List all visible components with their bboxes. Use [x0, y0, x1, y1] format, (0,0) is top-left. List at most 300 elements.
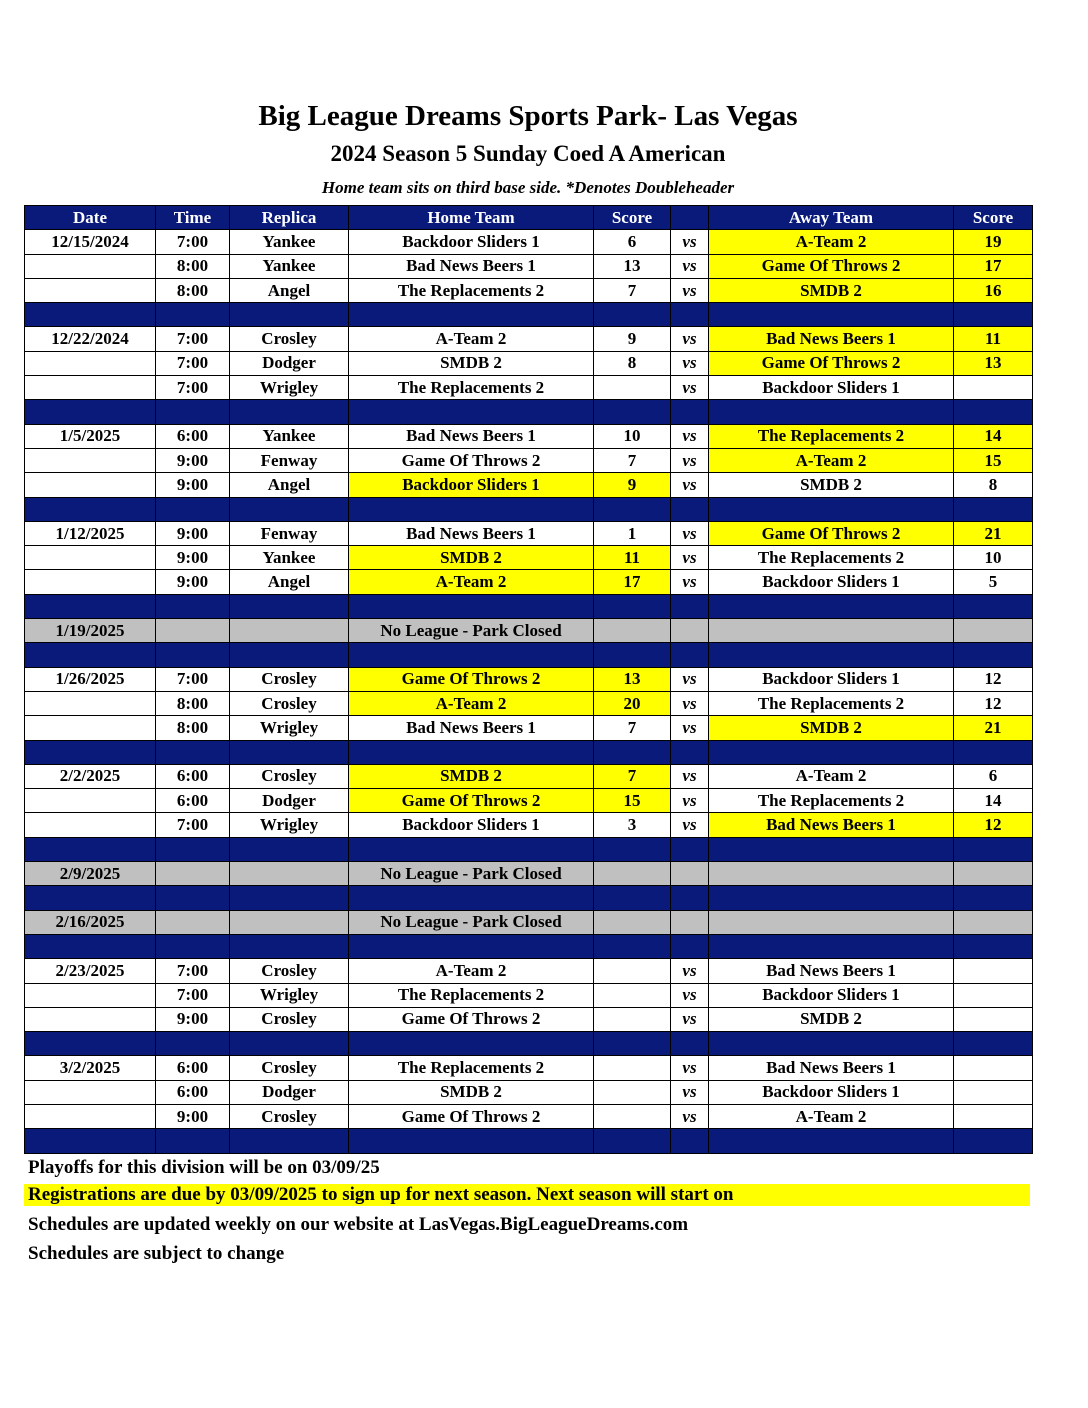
replica-field-cell: Wrigley: [230, 813, 349, 837]
date-cell: [25, 376, 156, 400]
away-score-cell: 12: [954, 691, 1033, 715]
replica-field-cell: Fenway: [230, 521, 349, 545]
date-cell: [25, 789, 156, 813]
closed-notice: No League - Park Closed: [349, 862, 594, 886]
game-row: [25, 813, 1033, 837]
schedule-table: [24, 205, 1033, 1154]
separator-cell: [671, 400, 709, 424]
home-score-cell: 9: [594, 473, 671, 497]
separator-cell: [671, 643, 709, 667]
home-score-cell: 7: [594, 716, 671, 740]
date-cell: [25, 278, 156, 302]
away-team-cell: Backdoor Sliders 1: [709, 570, 954, 594]
away-score-cell: 19: [954, 230, 1033, 254]
col-header-away-team: Away Team: [709, 206, 954, 230]
separator-cell: [954, 886, 1033, 910]
home-score-cell: 7: [594, 764, 671, 788]
away-team-cell: Bad News Beers 1: [709, 1056, 954, 1080]
away-score-cell: 15: [954, 448, 1033, 472]
week-separator-row: [25, 886, 1033, 910]
time-cell: 7:00: [156, 667, 230, 691]
replica-field-cell: Yankee: [230, 230, 349, 254]
separator-cell: [594, 934, 671, 958]
vs-cell: vs: [671, 230, 709, 254]
home-score-cell: 1: [594, 521, 671, 545]
separator-cell: [349, 837, 594, 861]
home-team-note: Home team sits on third base side. *Denotes Doubleheader: [321, 178, 735, 197]
closed-notice: No League - Park Closed: [349, 619, 594, 643]
time-cell: 9:00: [156, 1104, 230, 1128]
home-score-cell: [594, 1056, 671, 1080]
separator-cell: [594, 400, 671, 424]
separator-cell: [709, 934, 954, 958]
vs-cell: vs: [671, 254, 709, 278]
separator-cell: [594, 1129, 671, 1153]
away-team-cell: The Replacements 2: [709, 424, 954, 448]
time-cell: 7:00: [156, 983, 230, 1007]
home-team-cell: Game Of Throws 2: [349, 789, 594, 813]
empty-cell: [671, 910, 709, 934]
away-score-cell: [954, 983, 1033, 1007]
away-team-cell: Game Of Throws 2: [709, 521, 954, 545]
empty-cell: [671, 619, 709, 643]
time-cell: 8:00: [156, 278, 230, 302]
separator-cell: [594, 594, 671, 618]
separator-cell: [594, 497, 671, 521]
replica-field-cell: Crosley: [230, 959, 349, 983]
game-row: [25, 376, 1033, 400]
home-score-cell: 10: [594, 424, 671, 448]
away-team-cell: SMDB 2: [709, 473, 954, 497]
separator-cell: [709, 740, 954, 764]
date-cell: 1/19/2025: [25, 619, 156, 643]
game-row: [25, 1007, 1033, 1031]
separator-cell: [671, 303, 709, 327]
away-team-cell: Backdoor Sliders 1: [709, 376, 954, 400]
replica-field-cell: Dodger: [230, 351, 349, 375]
separator-cell: [671, 594, 709, 618]
vs-cell: vs: [671, 521, 709, 545]
home-score-cell: [594, 376, 671, 400]
replica-cell: [230, 619, 349, 643]
separator-cell: [230, 1032, 349, 1056]
home-score-cell: [594, 1080, 671, 1104]
away-score-cell: 14: [954, 424, 1033, 448]
park-closed-row: [25, 619, 1033, 643]
separator-cell: [671, 934, 709, 958]
separator-cell: [25, 594, 156, 618]
col-header-away-score: Score: [954, 206, 1033, 230]
away-score-cell: 13: [954, 351, 1033, 375]
home-team-cell: A-Team 2: [349, 959, 594, 983]
home-team-cell: Game Of Throws 2: [349, 1104, 594, 1128]
date-cell: 2/16/2025: [25, 910, 156, 934]
vs-cell: vs: [671, 691, 709, 715]
vs-cell: vs: [671, 546, 709, 570]
vs-cell: vs: [671, 376, 709, 400]
home-team-cell: Bad News Beers 1: [349, 716, 594, 740]
date-cell: [25, 254, 156, 278]
home-score-cell: [594, 959, 671, 983]
separator-cell: [156, 886, 230, 910]
closed-notice: No League - Park Closed: [349, 910, 594, 934]
empty-cell: [594, 862, 671, 886]
separator-cell: [594, 1032, 671, 1056]
separator-cell: [25, 303, 156, 327]
separator-cell: [156, 1129, 230, 1153]
replica-field-cell: Yankee: [230, 254, 349, 278]
away-team-cell: A-Team 2: [709, 1104, 954, 1128]
col-header-time: Time: [156, 206, 230, 230]
vs-cell: vs: [671, 1007, 709, 1031]
away-score-cell: 14: [954, 789, 1033, 813]
separator-cell: [25, 1129, 156, 1153]
time-cell: 7:00: [156, 327, 230, 351]
separator-cell: [156, 740, 230, 764]
home-score-cell: 13: [594, 254, 671, 278]
away-score-cell: 12: [954, 667, 1033, 691]
separator-cell: [709, 1032, 954, 1056]
replica-field-cell: Wrigley: [230, 983, 349, 1007]
home-score-cell: 13: [594, 667, 671, 691]
home-team-cell: Game Of Throws 2: [349, 448, 594, 472]
away-team-cell: A-Team 2: [709, 764, 954, 788]
away-team-cell: Backdoor Sliders 1: [709, 1080, 954, 1104]
home-team-cell: Backdoor Sliders 1: [349, 813, 594, 837]
away-team-cell: A-Team 2: [709, 448, 954, 472]
week-separator-row: [25, 837, 1033, 861]
date-cell: [25, 716, 156, 740]
game-row: [25, 448, 1033, 472]
replica-field-cell: Yankee: [230, 546, 349, 570]
empty-cell: [594, 910, 671, 934]
time-cell: 7:00: [156, 813, 230, 837]
vs-cell: vs: [671, 959, 709, 983]
replica-field-cell: Fenway: [230, 448, 349, 472]
park-closed-row: [25, 910, 1033, 934]
replica-field-cell: Dodger: [230, 789, 349, 813]
separator-cell: [25, 886, 156, 910]
separator-cell: [349, 740, 594, 764]
separator-cell: [230, 934, 349, 958]
time-cell: [156, 619, 230, 643]
registration-note: Registrations are due by 03/09/2025 to sign up for next season. Next season will start on: [24, 1184, 1030, 1206]
separator-cell: [954, 497, 1033, 521]
home-team-cell: A-Team 2: [349, 691, 594, 715]
separator-cell: [709, 1129, 954, 1153]
empty-cell: [709, 910, 954, 934]
away-team-cell: Game Of Throws 2: [709, 351, 954, 375]
replica-field-cell: Yankee: [230, 424, 349, 448]
game-row: [25, 691, 1033, 715]
disclaimer-note: Schedules are subject to change: [28, 1243, 285, 1264]
empty-cell: [709, 862, 954, 886]
date-cell: 1/5/2025: [25, 424, 156, 448]
col-header-date: Date: [25, 206, 156, 230]
game-row: [25, 667, 1033, 691]
date-cell: 1/12/2025: [25, 521, 156, 545]
date-cell: [25, 1007, 156, 1031]
replica-field-cell: Crosley: [230, 764, 349, 788]
home-score-cell: 15: [594, 789, 671, 813]
empty-cell: [594, 619, 671, 643]
vs-cell: vs: [671, 764, 709, 788]
away-team-cell: A-Team 2: [709, 230, 954, 254]
playoffs-note: Playoffs for this division will be on 03/09/25: [28, 1157, 380, 1178]
separator-cell: [954, 400, 1033, 424]
home-team-cell: Bad News Beers 1: [349, 521, 594, 545]
away-team-cell: SMDB 2: [709, 278, 954, 302]
separator-cell: [594, 643, 671, 667]
away-team-cell: Bad News Beers 1: [709, 959, 954, 983]
time-cell: 7:00: [156, 230, 230, 254]
replica-field-cell: Crosley: [230, 1104, 349, 1128]
home-team-cell: The Replacements 2: [349, 376, 594, 400]
away-team-cell: Game Of Throws 2: [709, 254, 954, 278]
week-separator-row: [25, 303, 1033, 327]
separator-cell: [156, 303, 230, 327]
away-score-cell: [954, 1056, 1033, 1080]
separator-cell: [671, 886, 709, 910]
separator-cell: [709, 497, 954, 521]
empty-cell: [954, 619, 1033, 643]
separator-cell: [230, 400, 349, 424]
game-row: [25, 424, 1033, 448]
separator-cell: [349, 934, 594, 958]
empty-cell: [954, 862, 1033, 886]
home-score-cell: [594, 1007, 671, 1031]
vs-cell: vs: [671, 473, 709, 497]
date-cell: [25, 1104, 156, 1128]
home-team-cell: Bad News Beers 1: [349, 424, 594, 448]
replica-field-cell: Angel: [230, 473, 349, 497]
col-header-replica: Replica: [230, 206, 349, 230]
week-separator-row: [25, 594, 1033, 618]
home-team-cell: The Replacements 2: [349, 1056, 594, 1080]
vs-cell: vs: [671, 1104, 709, 1128]
date-cell: [25, 691, 156, 715]
week-separator-row: [25, 934, 1033, 958]
home-team-cell: Backdoor Sliders 1: [349, 230, 594, 254]
separator-cell: [349, 886, 594, 910]
game-row: [25, 1104, 1033, 1128]
date-cell: [25, 448, 156, 472]
home-score-cell: [594, 983, 671, 1007]
separator-cell: [954, 837, 1033, 861]
vs-cell: vs: [671, 789, 709, 813]
separator-cell: [954, 934, 1033, 958]
time-cell: [156, 910, 230, 934]
away-team-cell: The Replacements 2: [709, 691, 954, 715]
time-cell: 9:00: [156, 473, 230, 497]
away-team-cell: The Replacements 2: [709, 789, 954, 813]
replica-field-cell: Angel: [230, 570, 349, 594]
separator-cell: [230, 740, 349, 764]
replica-field-cell: Wrigley: [230, 376, 349, 400]
date-cell: [25, 983, 156, 1007]
separator-cell: [594, 740, 671, 764]
time-cell: 9:00: [156, 448, 230, 472]
away-score-cell: [954, 1104, 1033, 1128]
separator-cell: [954, 594, 1033, 618]
home-team-cell: SMDB 2: [349, 1080, 594, 1104]
vs-cell: vs: [671, 813, 709, 837]
home-team-cell: SMDB 2: [349, 351, 594, 375]
home-team-cell: SMDB 2: [349, 546, 594, 570]
time-cell: 7:00: [156, 376, 230, 400]
date-cell: 2/23/2025: [25, 959, 156, 983]
vs-cell: vs: [671, 278, 709, 302]
home-team-cell: Backdoor Sliders 1: [349, 473, 594, 497]
away-score-cell: 21: [954, 521, 1033, 545]
game-row: [25, 764, 1033, 788]
time-cell: 8:00: [156, 691, 230, 715]
separator-cell: [25, 934, 156, 958]
away-score-cell: 17: [954, 254, 1033, 278]
separator-cell: [671, 1129, 709, 1153]
time-cell: 8:00: [156, 716, 230, 740]
separator-cell: [709, 837, 954, 861]
replica-field-cell: Wrigley: [230, 716, 349, 740]
away-score-cell: [954, 1007, 1033, 1031]
col-header-home-score: Score: [594, 206, 671, 230]
week-separator-row: [25, 740, 1033, 764]
away-score-cell: [954, 376, 1033, 400]
page-title: Big League Dreams Sports Park- Las Vegas: [258, 100, 798, 132]
empty-cell: [954, 910, 1033, 934]
time-cell: 9:00: [156, 546, 230, 570]
replica-field-cell: Crosley: [230, 667, 349, 691]
separator-cell: [25, 400, 156, 424]
vs-cell: vs: [671, 327, 709, 351]
separator-cell: [25, 1032, 156, 1056]
home-team-cell: Game Of Throws 2: [349, 667, 594, 691]
website-note: Schedules are updated weekly on our website at LasVegas.BigLeagueDreams.com: [28, 1214, 689, 1235]
away-score-cell: 10: [954, 546, 1033, 570]
time-cell: 6:00: [156, 1056, 230, 1080]
separator-cell: [156, 1032, 230, 1056]
separator-cell: [230, 594, 349, 618]
away-score-cell: 6: [954, 764, 1033, 788]
date-cell: 2/2/2025: [25, 764, 156, 788]
col-header-home-team: Home Team: [349, 206, 594, 230]
home-team-cell: A-Team 2: [349, 570, 594, 594]
time-cell: 8:00: [156, 254, 230, 278]
home-score-cell: 9: [594, 327, 671, 351]
separator-cell: [156, 643, 230, 667]
away-score-cell: 5: [954, 570, 1033, 594]
date-cell: 12/15/2024: [25, 230, 156, 254]
away-score-cell: [954, 1080, 1033, 1104]
vs-cell: vs: [671, 667, 709, 691]
separator-cell: [709, 643, 954, 667]
away-score-cell: 11: [954, 327, 1033, 351]
separator-cell: [349, 1032, 594, 1056]
time-cell: [156, 862, 230, 886]
game-row: [25, 278, 1033, 302]
away-team-cell: Bad News Beers 1: [709, 327, 954, 351]
away-team-cell: Bad News Beers 1: [709, 813, 954, 837]
replica-field-cell: Crosley: [230, 1007, 349, 1031]
week-separator-row: [25, 1129, 1033, 1153]
separator-cell: [230, 837, 349, 861]
home-score-cell: 20: [594, 691, 671, 715]
separator-cell: [594, 886, 671, 910]
col-header-vs: [671, 206, 709, 230]
home-score-cell: 6: [594, 230, 671, 254]
separator-cell: [954, 1129, 1033, 1153]
home-team-cell: The Replacements 2: [349, 983, 594, 1007]
date-cell: [25, 570, 156, 594]
away-team-cell: Backdoor Sliders 1: [709, 983, 954, 1007]
time-cell: 9:00: [156, 1007, 230, 1031]
home-score-cell: 17: [594, 570, 671, 594]
date-cell: 3/2/2025: [25, 1056, 156, 1080]
season-subtitle: 2024 Season 5 Sunday Coed A American: [330, 141, 726, 166]
game-row: [25, 1080, 1033, 1104]
away-score-cell: 16: [954, 278, 1033, 302]
game-row: [25, 716, 1033, 740]
separator-cell: [954, 643, 1033, 667]
home-team-cell: The Replacements 2: [349, 278, 594, 302]
time-cell: 6:00: [156, 764, 230, 788]
game-row: [25, 521, 1033, 545]
separator-cell: [349, 497, 594, 521]
home-score-cell: 8: [594, 351, 671, 375]
home-team-cell: A-Team 2: [349, 327, 594, 351]
game-row: [25, 959, 1033, 983]
separator-cell: [349, 1129, 594, 1153]
home-score-cell: 7: [594, 448, 671, 472]
separator-cell: [156, 837, 230, 861]
date-cell: 2/9/2025: [25, 862, 156, 886]
date-cell: [25, 351, 156, 375]
separator-cell: [349, 594, 594, 618]
separator-cell: [230, 643, 349, 667]
away-score-cell: 12: [954, 813, 1033, 837]
time-cell: 6:00: [156, 424, 230, 448]
away-team-cell: SMDB 2: [709, 716, 954, 740]
schedule-body: [25, 230, 1033, 1153]
separator-cell: [671, 497, 709, 521]
separator-cell: [709, 400, 954, 424]
separator-cell: [156, 594, 230, 618]
game-row: [25, 570, 1033, 594]
week-separator-row: [25, 1032, 1033, 1056]
empty-cell: [671, 862, 709, 886]
separator-cell: [594, 303, 671, 327]
week-separator-row: [25, 400, 1033, 424]
date-cell: 1/26/2025: [25, 667, 156, 691]
game-row: [25, 254, 1033, 278]
game-row: [25, 230, 1033, 254]
separator-cell: [709, 594, 954, 618]
away-team-cell: Backdoor Sliders 1: [709, 667, 954, 691]
replica-field-cell: Crosley: [230, 1056, 349, 1080]
away-team-cell: The Replacements 2: [709, 546, 954, 570]
separator-cell: [25, 497, 156, 521]
time-cell: 6:00: [156, 1080, 230, 1104]
game-row: [25, 983, 1033, 1007]
time-cell: 7:00: [156, 959, 230, 983]
home-score-cell: 3: [594, 813, 671, 837]
separator-cell: [230, 497, 349, 521]
separator-cell: [156, 497, 230, 521]
separator-cell: [230, 1129, 349, 1153]
separator-cell: [709, 886, 954, 910]
week-separator-row: [25, 643, 1033, 667]
home-team-cell: Bad News Beers 1: [349, 254, 594, 278]
